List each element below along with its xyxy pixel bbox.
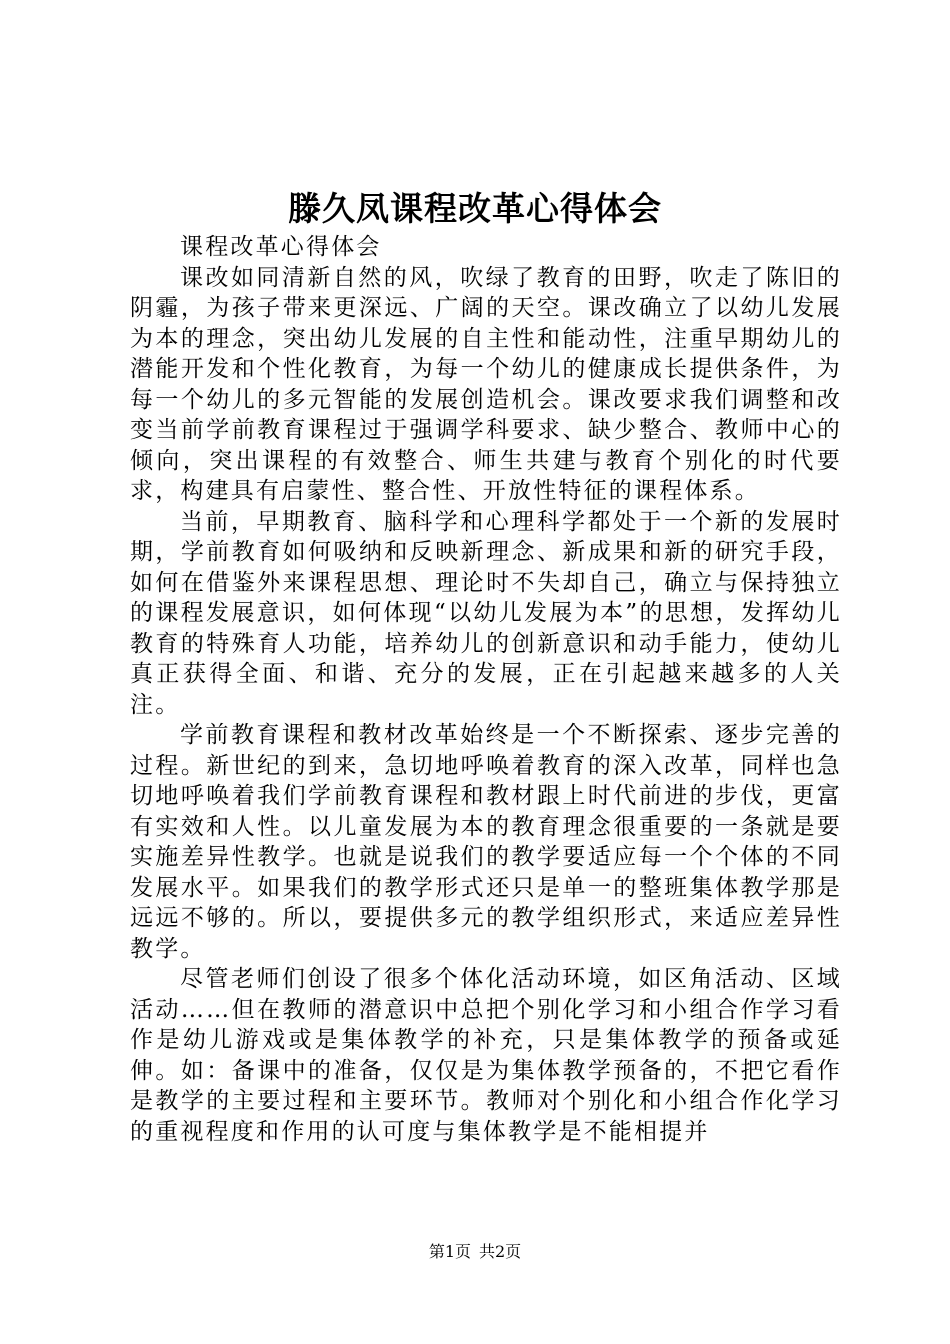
page-total: 共2页 <box>479 1242 522 1261</box>
paragraph-2: 当前，早期教育、脑科学和心理科学都处于一个新的发展时期，学前教育如何吸纳和反映新理念、新成果和新的研究手段，如何在借鉴外来课程思想、理论时不失却自己，确立与保持独立的课程发展意识，如何体现“以幼儿发展为本”的思想，发挥幼儿教育的特殊育人功能，培养幼儿的创新意识和动手能力，使幼儿真正获得全面、和谐、充分的发展，正在引起越来越多的人关注。 <box>130 508 842 718</box>
document-body <box>130 232 842 1147</box>
page-footer <box>0 1241 950 1263</box>
paragraph-1: 课改如同清新自然的风，吹绿了教育的田野，吹走了陈旧的阴霾，为孩子带来更深远、广阔的天空。课改确立了以幼儿发展为本的理念，突出幼儿发展的自主性和能动性，注重早期幼儿的潜能开发和个性化教育，为每一个幼儿的健康成长提供条件，为每一个幼儿的多元智能的发展创造机会。课改要求我们调整和改变当前学前教育课程过于强调学科要求、缺少整合、教师中心的倾向，突出课程的有效整合、师生共建与教育个别化的时代要求，构建具有启蒙性、整合性、开放性特征的课程体系。 <box>130 264 842 504</box>
paragraph-4: 尽管老师们创设了很多个体化活动环境，如区角活动、区域活动……但在教师的潜意识中总把个别化学习和小组合作学习看作是幼儿游戏或是集体教学的补充，只是集体教学的预备或延伸。如：备课中的准备，仅仅是为集体教学预备的，不把它看作是教学的主要过程和主要环节。教师对个别化和小组合作化学习的重视程度和作用的认可度与集体教学是不能相提并 <box>130 966 842 1145</box>
paragraph-3: 学前教育课程和教材改革始终是一个不断探索、逐步完善的过程。新世纪的到来，急切地呼唤着教育的深入改革，同样也急切地呼唤着我们学前教育课程和教材跟上时代前进的步伐，更富有实效和人性。以儿童发展为本的教育理念很重要的一条就是要实施差异性教学。也就是说我们的教学要适应每一个个体的不同发展水平。如果我们的教学形式还只是单一的整班集体教学那是远远不够的。所以，要提供多元的教学组织形式，来适应差异性教学。 <box>130 722 842 962</box>
page-number: 第1页 <box>428 1242 471 1261</box>
document-subtitle: 课程改革心得体会 <box>180 234 382 260</box>
document-title: 滕久凤课程改革心得体会 <box>288 189 662 228</box>
